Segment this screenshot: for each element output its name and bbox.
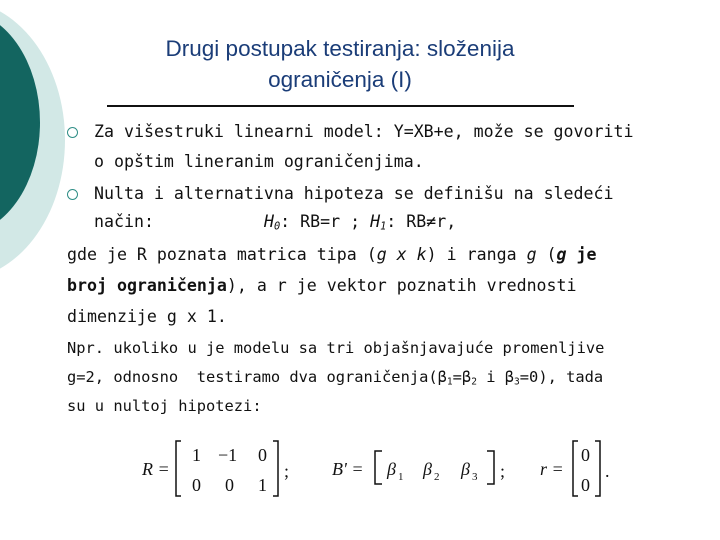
text-span: gde je R poznata matrica tipa ( [67,245,377,264]
bullet-2-line-2 [94,212,456,232]
h1-subscript: 1 [380,220,387,233]
matrix-formula [140,437,620,502]
r-right-bracket [595,441,600,496]
r-cell: 0 [581,445,590,465]
text-span: =0), tada [519,368,604,386]
text-span: =β [452,368,472,386]
B-right-bracket [487,451,494,484]
h0-symbol: H [263,212,274,231]
text-span: i β [476,368,515,386]
R-right-bracket [273,441,278,496]
text-span: ), a r je vektor poznatih vrednosti [226,276,577,295]
text-span: g [526,245,537,264]
R-label: R = [142,459,170,479]
bullet-1-line-1: Za višestruki linearni model: Y=XB+e, može se govoriti [94,122,634,141]
separator: ; [284,461,290,481]
subscript: 1 [446,376,453,388]
text-span: ( [536,245,557,264]
B-left-bracket [375,451,382,484]
bullet-1-line-2: o opštim lineranim ograničenjima. [94,152,424,171]
h1-expression: : RB≠r, [386,212,457,231]
R-cell: 0 [225,475,234,495]
subscript: 2 [471,376,477,388]
r-left-bracket [573,441,578,496]
h0-expression: : RB=r ; [280,212,371,231]
text-span: g x k [376,245,427,264]
R-cell: 0 [258,445,267,465]
r-label: r = [540,459,564,479]
beta-subscript: 3 [472,471,478,483]
example-line-3: su u nultoj hipotezi: [67,397,262,415]
text-span: broj ograničenja [67,276,227,295]
R-cell: 1 [192,445,201,465]
paragraph-line-2 [67,276,577,296]
B-label: B' = [332,459,364,479]
text-span: g=2, odnosno testiramo dva ograničenja(β [67,368,447,386]
formula-end: . [605,461,610,481]
title-line-2: ograničenja (I) [268,67,412,92]
beta-subscript: 2 [434,471,440,483]
bullet-2-line-1: Nulta i alternativna hipoteza se definišu na sledeći [94,184,614,203]
R-cell: 0 [192,475,201,495]
example-line-2 [67,367,603,387]
bullet-icon [67,189,78,200]
paragraph-line-3: dimenzije g x 1. [67,307,227,326]
subscript: 3 [514,376,520,388]
beta-symbol: β [387,459,396,479]
bullet-icon [67,127,78,138]
separator: ; [500,461,506,481]
bullet-2-prefix: način: [94,212,154,231]
beta-subscript: 1 [398,471,404,483]
text-span: je [566,245,597,264]
R-cell: 1 [258,475,267,495]
beta-symbol: β [461,459,470,479]
R-cell: −1 [218,445,238,465]
R-left-bracket [176,441,181,496]
h1-symbol: H [370,212,381,231]
example-line-1: Npr. ukoliko u je modelu sa tri objašnjavajuće promenljive [67,339,605,357]
r-cell: 0 [581,475,590,495]
title-line-1: Drugi postupak testiranja: složenija [165,36,515,61]
h0-subscript: 0 [273,220,281,233]
text-span: ) i ranga [426,245,527,264]
beta-symbol: β [423,459,432,479]
text-span: g [556,245,567,264]
paragraph-line-1 [67,245,597,265]
